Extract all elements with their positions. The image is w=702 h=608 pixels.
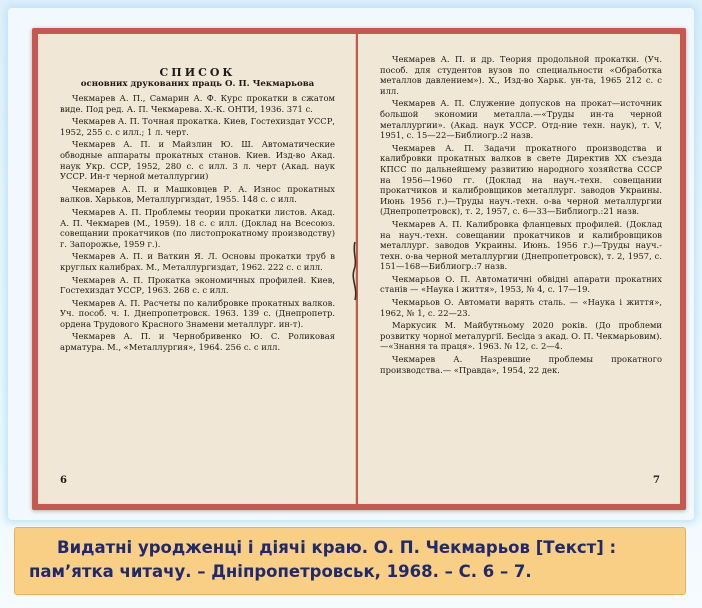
image-frame xyxy=(8,8,694,520)
bibliography-entry: Чекмарев А. П. Задачи прокатного производства и калибровки прокатных валков в свете Директив XX съезда КПСС по дальнейшему развитию народного хозяйства СССР на 1956—1960 гг. (Доклад на науч.-техн. совещании прокатчиков и калибровщиков металлург. заводов Украины. Июнь 1956 г.)—Труды науч.-техн. о-ва черной металлургии (Днепропетровск), т. 2, 1957, с. 6—33—Библиогр.:21 назв. xyxy=(380,142,662,217)
bibliography-entry: Чекмарьов О. П. Автоматичні обвідні апарати прокатних станів — «Наука і життя», 1953, № 4, с. 17—19. xyxy=(380,273,662,295)
bibliography-entry: Маркусик М. Майбутньому 2020 років. (До проблеми розвитку чорної металургії. Бесіда з акад. О. П. Чекмарьовим).—«Знання та праця». 1963. № 12, с. 2—4. xyxy=(380,320,662,352)
right-page xyxy=(358,34,680,504)
book-spread xyxy=(32,28,686,510)
bibliography-entry: Чекмарев А. П. и Машковцев Р. А. Износ прокатных валков. Харьков, Металлургиздат, 1955. 148 с. с илл. xyxy=(60,183,335,205)
bibliography-entry: Чекмарев А. П. и Майзлин Ю. Ш. Автоматические обводные аппараты прокатных станов. Киев. Изд-во Акад. наук Укр. ССР, 1952, 280 с. с илл. 3 л. черт (Акад. наук УССР. Ин-т черной металлургии) xyxy=(60,139,335,182)
left-page xyxy=(38,34,356,504)
page-number-right: 7 xyxy=(653,475,660,486)
bibliography-entry: Чекмарев А. П. и др. Теория продольной прокатки. (Уч. пособ. для студентов вузов по специальности «Обработка металлов давлением»). Х., Изд-во Харьк. ун-та, 1965 212 с. с илл. xyxy=(380,54,662,96)
bibliography-entry: Чекмарев А. П. Проблемы теории прокатки листов. Акад. А. П. Чекмарев (М., 1959). 18 с. с илл. (Доклад на Всесоюз. совещании прокатчиков (по листопрокатному производству) г. Запорожье, 1959 г.). xyxy=(60,206,335,249)
bibliography-entry: Чекмарев А. П. и Ваткин Я. Л. Основы прокатки труб в круглых калибрах. М., Металлургиздат, 1962. 222 с. с илл. xyxy=(60,251,335,272)
bibliography-entry: Чекмарев А. П., Самарин А. Ф. Курс прокатки в сжатом виде. Под ред. А. П. Чекмарева. Х.-К. ОНТИ, 1936. 371 с. xyxy=(60,93,335,114)
bibliography-entry: Чекмарев А. П. Служение допусков на прокат—источник большой экономии металла.—«Труды ин-та черной металлургии». (Акад. наук УССР. Отд-ние техн. наук), т. V, 1951, с. 15—22—Библиогр.:2 назв. xyxy=(380,98,662,141)
list-subtitle: основних друкованих праць О. П. Чекмарьова xyxy=(80,79,315,89)
list-title: СПИСОК xyxy=(159,66,236,79)
bibliography-entry: Чекмарев А. П. и Чернобривенко Ю. С. Роликовая арматура. М., «Металлургия», 1964. 256 с. с илл. xyxy=(60,331,335,353)
bibliography-entry: Чекмарьов О. Автомати варять сталь. — «Наука і життя», 1962, № 1, с. 22—23. xyxy=(380,297,662,318)
bibliography-entry: Чекмарев А. П. Калибровка фланцевых профилей. (Доклад на науч.-техн. совещании прокатчиков и калибровщиков металлург. заводов Украины. Июнь. 1956 г.)—Труды науч.-техн. о-ва черной металлургии (Днепропетровск), т. 2, 1957, с. 151—168—Библиогр.:7 назв. xyxy=(380,218,662,272)
caption-line-2: пам’ятка читачу. – Дніпропетровськ, 1968. – С. 6 – 7. xyxy=(29,562,532,581)
page-number-left: 6 xyxy=(60,475,67,486)
caption-line-1: Видатні уродженці і діячі краю. О. П. Чекмарьов [Текст] : xyxy=(57,538,617,557)
bibliography-entry: Чекмарев А. П. Расчеты по калибровке прокатных валков. Уч. пособ. ч. I. Днепропетровск. 1963. 139 с. (Днепропетр. ордена Трудового Красного Знамени металлург. ин-т). xyxy=(60,297,335,329)
bibliography-entry: Чекмарев А. П. Точная прокатка. Киев, Гостехиздат УССР, 1952, 255 с. с илл.; 1 л. черт. xyxy=(60,116,335,137)
bibliography-entry: Чекмарев А. Назревшие проблемы прокатного производства.— «Правда», 1954, 22 дек. xyxy=(380,354,662,375)
bibliography-entry: Чекмарев А. П. Прокатка экономичных профилей. Киев, Гостехиздат УССР, 1963. 268 с. с илл. xyxy=(60,274,335,296)
caption-box xyxy=(14,527,686,595)
